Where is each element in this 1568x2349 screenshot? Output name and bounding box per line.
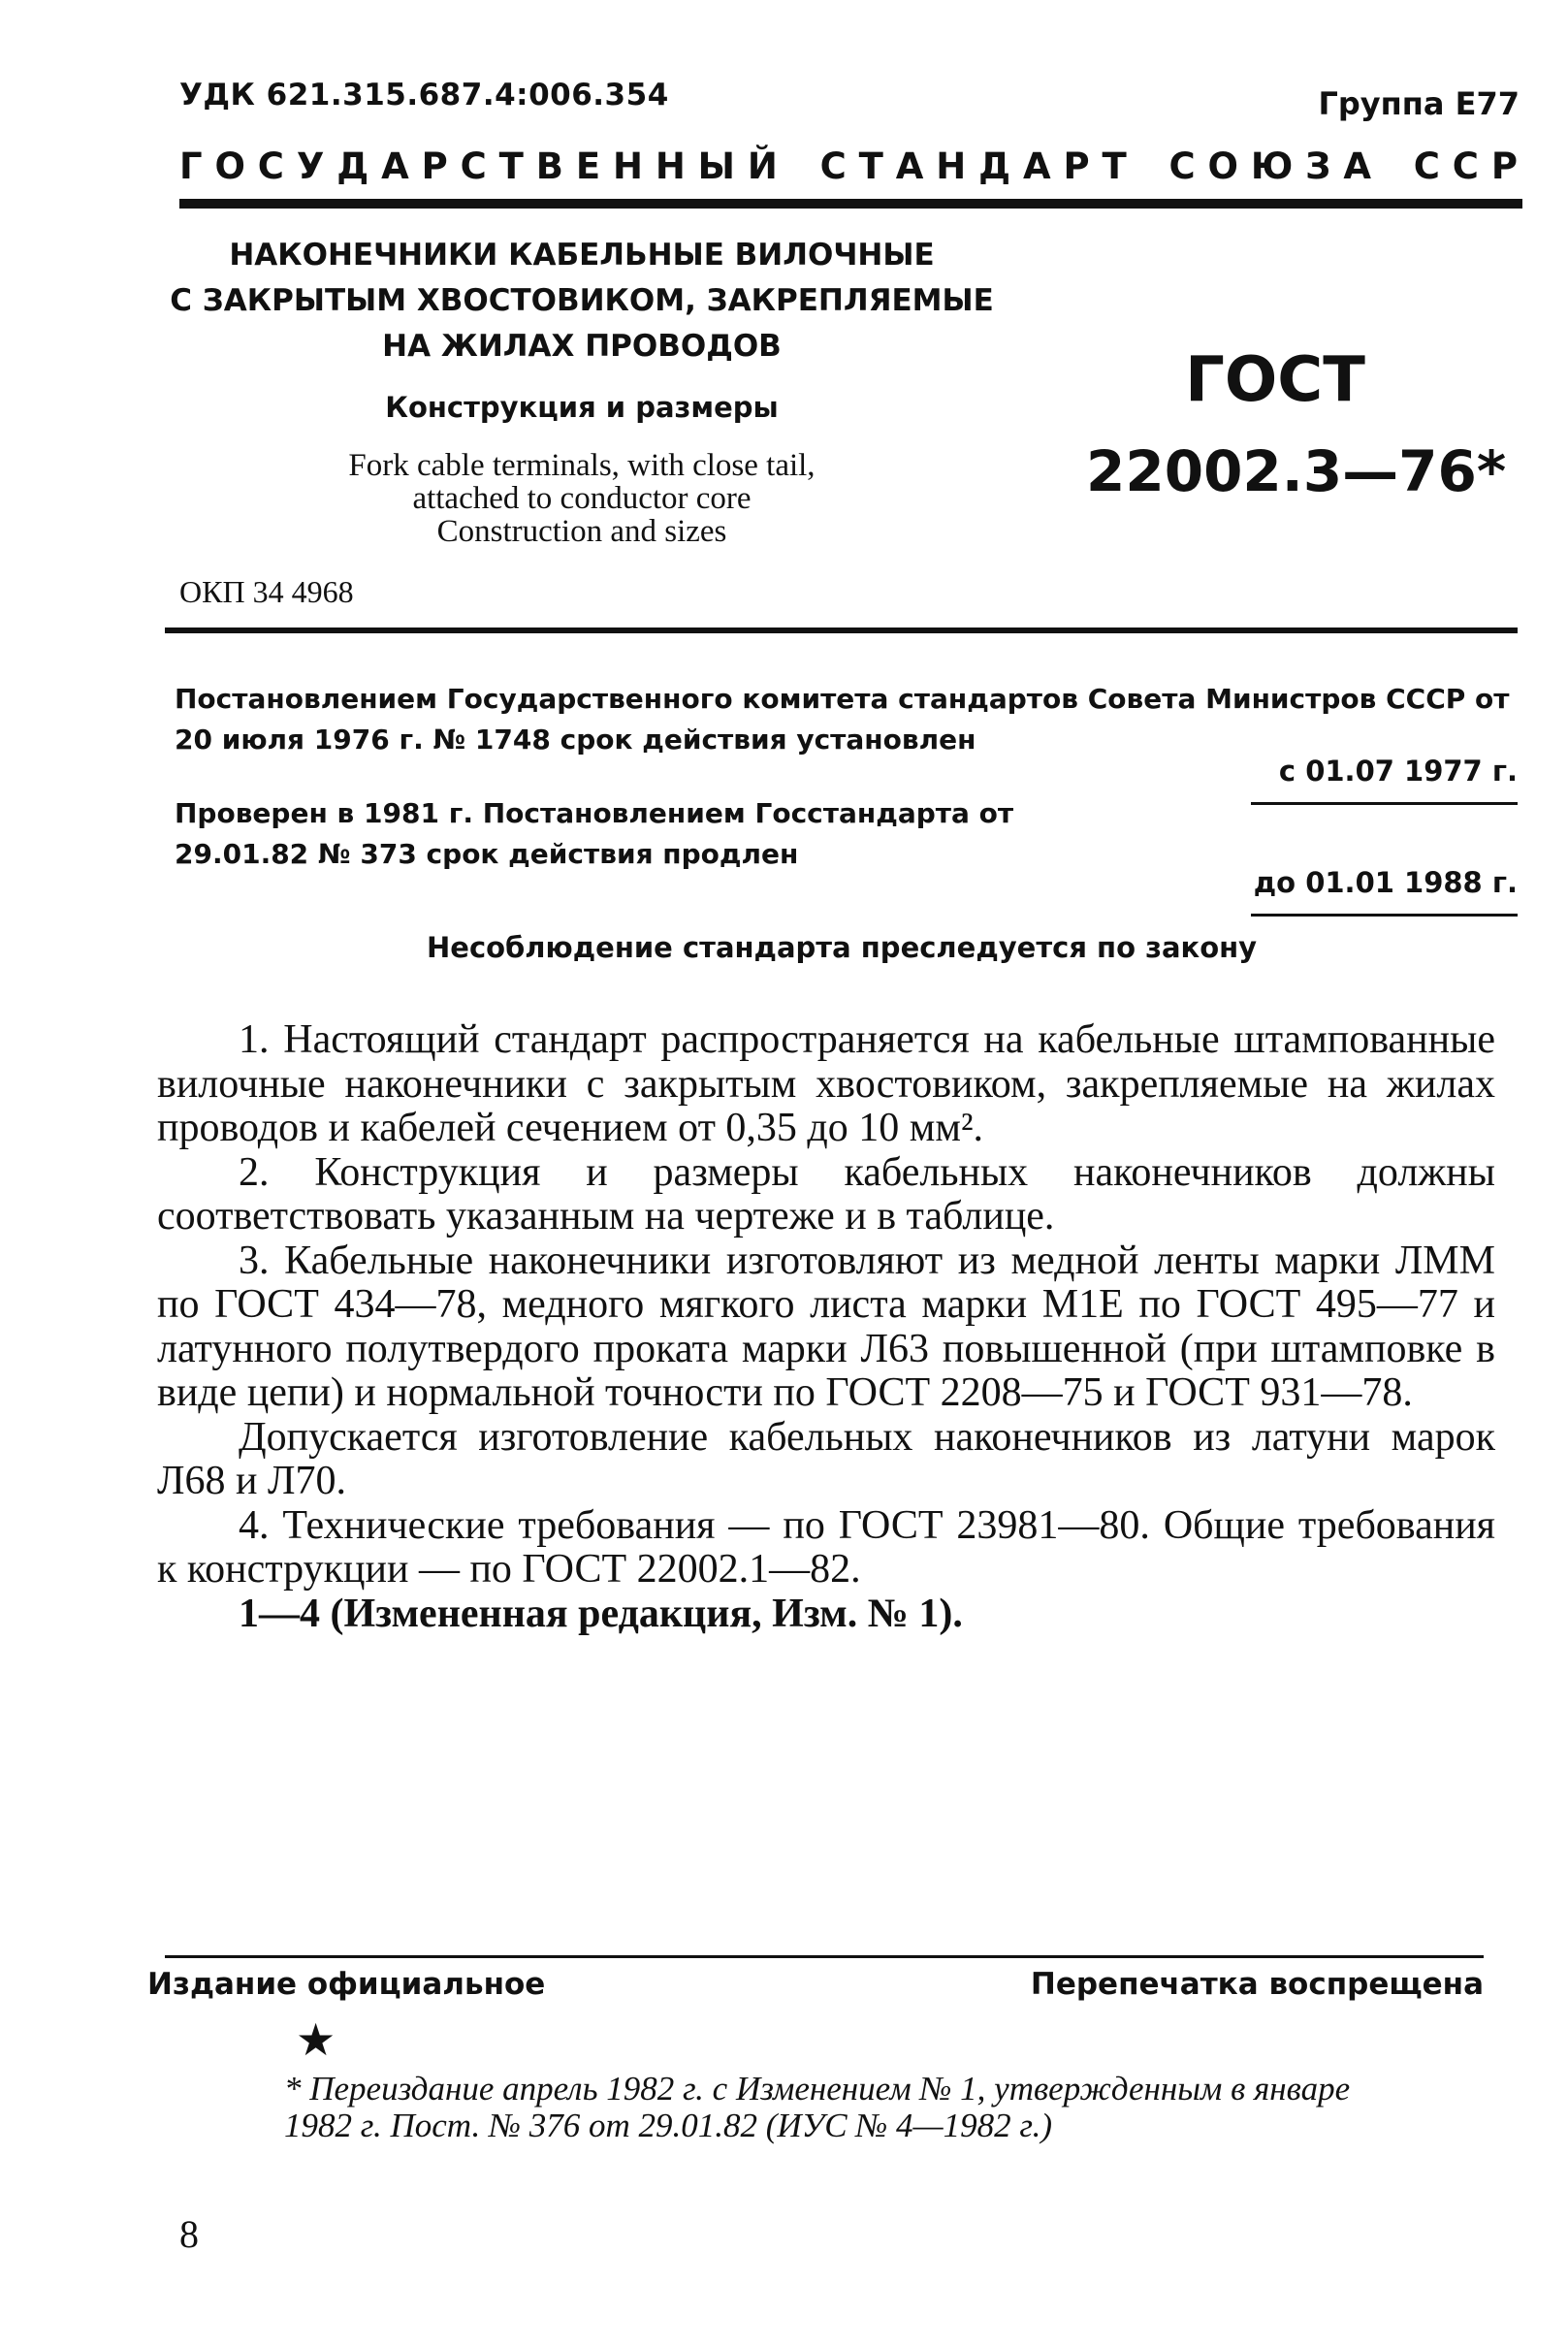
state-standard-word-1: Г О С У Д А Р С Т В Е Н Н Ы Й	[179, 145, 778, 187]
title-line-2: С ЗАКРЫТЫМ ХВОСТОВИКОМ, ЗАКРЕПЛЯЕМЫЕ	[170, 283, 994, 318]
paragraph-5: 4. Технические требования — по ГОСТ 23981—80. Общие требования к конструкции — по ГОСТ 22002.1—82.	[157, 1502, 1495, 1592]
group-code: Группа Е77	[1318, 85, 1520, 122]
gost-label: ГОСТ	[1185, 344, 1365, 416]
document-title-block	[145, 233, 1018, 548]
star-icon: ★	[296, 2013, 336, 2066]
reissue-footnote: * Переиздание апрель 1982 г. с Изменением № 1, утвержденным в январе 1982 г. Пост. № 376 от 29.01.82 (ИУС № 4—1982 г.)	[284, 2070, 1351, 2144]
state-standard-word-4: С С Р	[1413, 145, 1518, 187]
paragraph-4: Допускается изготовление кабельных наконечников из латуни марок Л68 и Л70.	[157, 1414, 1495, 1503]
gost-number: 22002.3—76*	[1086, 438, 1507, 504]
header-rule	[179, 199, 1522, 209]
state-standard-word-2: С Т А Н Д А Р Т	[819, 145, 1127, 187]
body-text	[157, 1018, 1495, 1636]
title-rule	[165, 627, 1518, 633]
title-en-line-3: Construction and sizes	[436, 514, 727, 549]
title-line-3: НА ЖИЛАХ ПРОВОДОВ	[382, 329, 782, 364]
paragraph-3: 3. Кабельные наконечники изготовляют из медной ленты марки ЛММ по ГОСТ 434—78, медного мягкого листа марки М1Е по ГОСТ 495—77 и латунного полутвердого проката марки Л63 повышенной (при штамповке в виде цепи) и нормальной точности по ГОСТ 2208—75 и ГОСТ 931—78.	[157, 1238, 1495, 1415]
edition-label: Издание официальное	[147, 1967, 546, 2002]
subtitle-ru: Конструкция и размеры	[385, 391, 779, 424]
valid-from-underline	[1251, 802, 1518, 805]
valid-from-date: с 01.07 1977 г.	[1278, 755, 1518, 788]
checked-text: Проверен в 1981 г. Постановлением Госстандарта от 29.01.82 № 373 срок действия продлен	[175, 797, 1014, 870]
udk-code: УДК 621.315.687.4:006.354	[179, 78, 669, 113]
state-standard-heading	[179, 145, 1518, 187]
paragraph-2: 2. Конструкция и размеры кабельных наконечников должны соответствовать указанным на чертеже и в таблице.	[157, 1149, 1495, 1239]
amendment-note: 1—4 (Измененная редакция, Изм. № 1).	[239, 1591, 963, 1636]
reprint-notice: Перепечатка воспрещена	[1030, 1967, 1484, 2002]
title-en-line-1: Fork cable terminals, with close tail,	[348, 448, 816, 483]
resolution-text: Постановлением Государственного комитета стандартов Совета Министров СССР от 20 июля 1976 г. № 1748 срок действия установлен	[175, 683, 1510, 756]
valid-to-underline	[1251, 914, 1518, 917]
paragraph-1: 1. Настоящий стандарт распространяется на кабельные штампованные вилочные наконечники с закрытым хвостовиком, закрепляемые на жилах проводов и кабелей сечением от 0,35 до 10 мм².	[157, 1017, 1495, 1150]
okp-code: ОКП 34 4968	[179, 574, 354, 609]
state-standard-word-3: С О Ю З А	[1168, 145, 1371, 187]
title-en-line-2: attached to conductor core	[412, 481, 752, 516]
valid-to-date: до 01.01 1988 г.	[1253, 866, 1518, 899]
title-line-1: НАКОНЕЧНИКИ КАБЕЛЬНЫЕ ВИЛОЧНЫЕ	[229, 238, 935, 273]
page-number: 8	[179, 2212, 199, 2256]
footer-rule	[165, 1955, 1484, 1958]
noncompliance-notice: Несоблюдение стандарта преследуется по закону	[427, 931, 1258, 964]
